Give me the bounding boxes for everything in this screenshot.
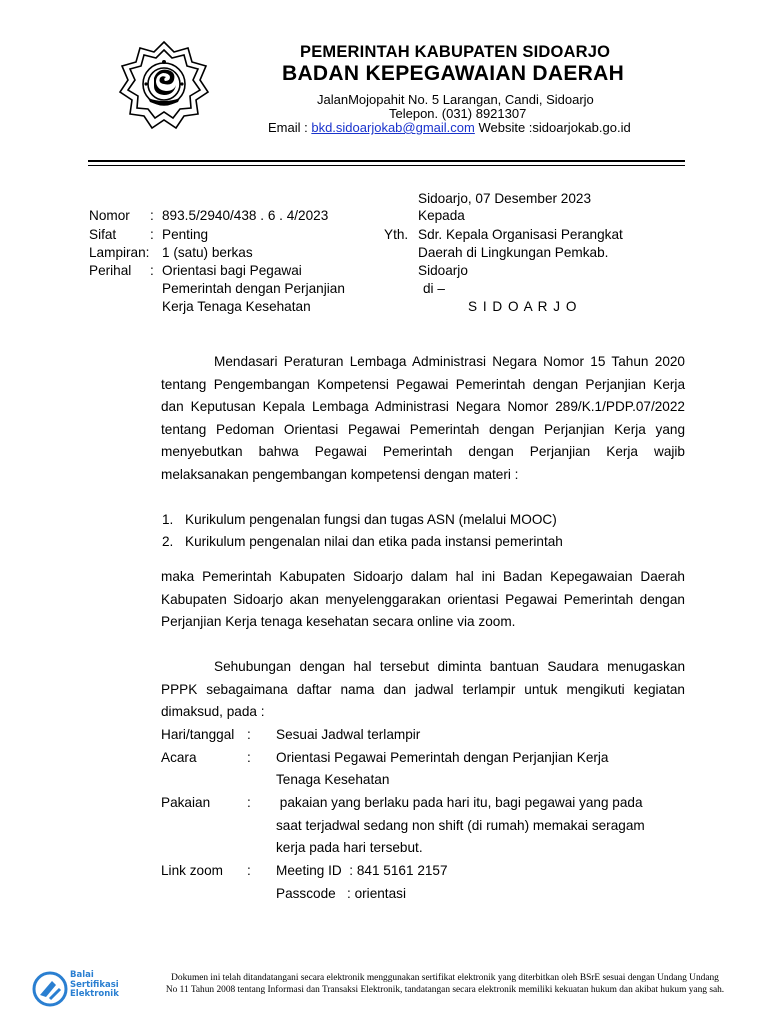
bsre-line: Sertifikasi (70, 979, 119, 990)
bsre-line: Elektronik (70, 989, 119, 1000)
pakaian-line: pakaian yang berlaku pada hari itu, bagi pegawai yang pada (276, 795, 643, 810)
addressee-line: Daerah di Lingkungan Pemkab. (418, 245, 609, 260)
acara-colon: : (247, 750, 251, 765)
addressee-city: S I D O A R J O (468, 299, 578, 314)
website-text: Website :sidoarjokab.go.id (474, 120, 631, 135)
list-number: 2. (162, 534, 174, 549)
nomor-colon: : (150, 208, 154, 223)
letterhead-government: PEMERINTAH KABUPATEN SIDOARJO (300, 43, 611, 61)
e-signature-notice (140, 973, 750, 996)
lampiran-value: 1 (satu) berkas (162, 245, 253, 260)
list-text: Kurikulum pengenalan nilai dan etika pada instansi pemerintah (185, 534, 563, 549)
hari-colon: : (247, 727, 251, 742)
perihal-colon: : (150, 263, 154, 278)
zoom-label: Link zoom (161, 863, 223, 878)
bsre-icon (30, 969, 70, 1009)
perihal-label: Perihal (89, 263, 132, 278)
kepada-label: Kepada (418, 208, 465, 223)
lampiran-label: Lampiran: (89, 245, 150, 260)
sifat-value: Penting (162, 227, 209, 242)
zoom-colon: : (247, 863, 251, 878)
perihal-line: Orientasi bagi Pegawai (162, 263, 302, 278)
letterhead-address: JalanMojopahit No. 5 Larangan, Candi, Sidoarjo (317, 92, 594, 107)
acara-label: Acara (161, 750, 197, 765)
meeting-id: Meeting ID : 841 5161 2157 (276, 863, 448, 878)
letterhead-phone: Telepon. (031) 8921307 (389, 106, 527, 121)
nomor-value: 893.5/2940/438 . 6 . 4/2023 (162, 208, 329, 223)
list-item (162, 512, 557, 527)
hari-label: Hari/tanggal (161, 727, 235, 742)
addressee-line: Sdr. Kepala Organisasi Perangkat (418, 227, 623, 242)
sidoarjo-emblem-icon (118, 38, 210, 130)
letterhead-contact (268, 120, 631, 135)
list-text: Kurikulum pengenalan fungsi dan tugas ASN (melalui MOOC) (185, 512, 557, 527)
sifat-label: Sifat (89, 227, 117, 242)
pakaian-line: saat terjadwal sedang non shift (di rumah) memakai seragam (276, 818, 645, 833)
list-item (162, 534, 563, 549)
notice-line: Dokumen ini telah ditandatangani secara elektronik menggunakan sertifikat elektronik yang diterbitkan oleh BSrE sesuai dengan Undang Undang (171, 973, 719, 983)
perihal-line: Kerja Tenaga Kesehatan (162, 299, 311, 314)
letterhead-agency: BADAN KEPEGAWAIAN DAERAH (282, 62, 625, 85)
acara-line: Orientasi Pegawai Pemerintah dengan Perjanjian Kerja (276, 750, 609, 765)
email-label: Email : (268, 120, 312, 135)
letter-date: Sidoarjo, 07 Desember 2023 (418, 191, 592, 206)
body-paragraph-3: Sehubungan dengan hal tersebut diminta bantuan Saudara menugaskan PPPK sebagaimana daftar nama dan jadwal terlampir untuk mengikuti kegiatan dimaksud, pada : (161, 659, 685, 720)
addressee-line: Sidoarjo (418, 263, 468, 278)
nomor-label: Nomor (89, 208, 130, 223)
notice-line: No 11 Tahun 2008 tentang Informasi dan Transaksi Elektronik, tandatangan secara elektronik memiliki kekuatan hukum dan akibat hukum yang sah. (165, 984, 725, 995)
hari-value: Sesuai Jadwal terlampir (276, 727, 421, 742)
acara-line: Tenaga Kesehatan (276, 772, 390, 787)
letterhead-divider-thin (88, 165, 685, 166)
body-paragraph-2: maka Pemerintah Kabupaten Sidoarjo dalam hal ini Badan Kepegawaian Daerah Kabupaten Sidoarjo akan menyelenggarakan orientasi Pegawai Pemerintah dengan Perjanjian Kerja tenaga kesehatan secara online via zoom. (161, 569, 685, 630)
sifat-colon: : (150, 227, 154, 242)
yth-label: Yth. (384, 227, 409, 242)
pakaian-line: kerja pada hari tersebut. (276, 840, 423, 855)
body-paragraph-1: Mendasari Peraturan Lembaga Administrasi Negara Nomor 15 Tahun 2020 tentang Pengembangan Kompetensi Pegawai Pemerintah dengan Perjanjian Kerja dan Keputusan Kepala Lembaga Administrasi Negara Nomor 289/K.1/PDP.07/2022 tentang Pedoman Orientasi Pegawai Pemerintah dengan Perjanjian Kerja yang menyebutkan bahwa Pegawai Pemerintah dengan Perjanjian Kerja wajib melaksanakan pengembangan kompetensi dengan materi : (161, 354, 685, 482)
email-link[interactable]: bkd.sidoarjokab@gmail.com (311, 120, 475, 135)
passcode: Passcode : orientasi (276, 886, 406, 901)
pakaian-colon: : (247, 795, 251, 810)
bsre-line: Balai (70, 970, 94, 980)
perihal-line: Pemerintah dengan Perjanjian (162, 281, 345, 296)
letterhead-divider-thick (88, 160, 685, 162)
bsre-label (70, 971, 119, 1000)
di-label: di – (423, 281, 445, 296)
list-number: 1. (162, 512, 174, 527)
pakaian-label: Pakaian (161, 795, 211, 810)
